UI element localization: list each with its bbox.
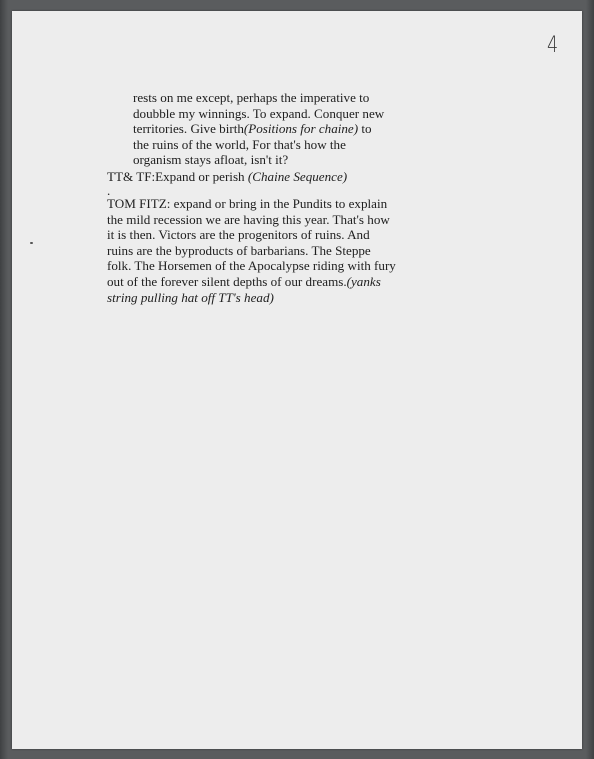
speech-line-3: it is then. Victors are the progenitors of ruins. And (107, 227, 370, 243)
speech-line-5: folk. The Horsemen of the Apocalypse riding with fury (107, 258, 396, 274)
continuation-line-5: organism stays afloat, isn't it? (133, 152, 289, 168)
page-number: 4 (547, 33, 559, 58)
speech-paragraph (107, 196, 396, 305)
continuation-line-4: the ruins of the world, For that's how the (133, 136, 346, 152)
continuation-paragraph (133, 90, 384, 168)
cue-line (107, 169, 347, 185)
speech-line-1: TOM FITZ: expand or bring in the Pundits to explain (107, 196, 388, 211)
speech-line-2: the mild recession we are having this year. That's how (107, 211, 390, 227)
continuation-line-2: doubble my winnings. To expand. Conquer new (133, 105, 385, 121)
stage-direction-yanks: (yanks (346, 273, 381, 289)
margin-mark (30, 242, 33, 244)
stage-direction-chaine: (Chaine Sequence) (247, 169, 348, 184)
stage-direction-positions: (Positions for chaine) (243, 121, 359, 137)
cue-speaker: TT& TF: (107, 169, 156, 184)
speech-line-4: ruins are the byproducts of barbarians. The Steppe (107, 242, 371, 258)
stray-dot: . (107, 183, 111, 198)
continuation-line-1: rests on me except, perhaps the imperative to (133, 90, 370, 105)
cue-text: Expand or perish (155, 169, 248, 184)
stage-direction-hat: string pulling hat off TT's head) (107, 289, 274, 305)
speech-line-6: out of the forever silent depths of our dreams. (107, 273, 347, 289)
continuation-line-3-end: to (358, 121, 372, 137)
continuation-line-3: territories. Give birth (133, 121, 244, 137)
typescript-page (12, 11, 582, 749)
